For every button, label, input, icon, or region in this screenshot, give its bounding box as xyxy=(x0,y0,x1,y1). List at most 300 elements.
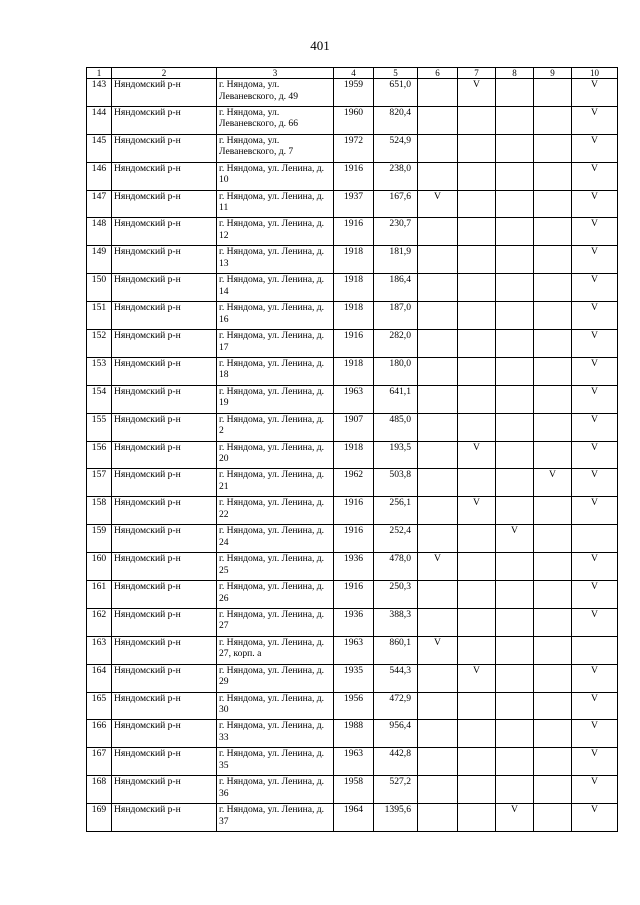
mark-cell xyxy=(496,190,534,218)
column-header: 5 xyxy=(374,68,418,79)
mark-cell xyxy=(418,79,458,107)
district-cell: Няндомский р-н xyxy=(112,664,217,692)
mark-cell: V xyxy=(572,748,618,776)
row-number: 164 xyxy=(87,664,112,692)
area-cell: 641,1 xyxy=(374,385,418,413)
column-header: 7 xyxy=(458,68,496,79)
year-cell: 1918 xyxy=(334,246,374,274)
address-cell: г. Няндома, ул. Ленина, д. 24 xyxy=(217,525,334,553)
mark-cell xyxy=(496,776,534,804)
area-cell: 956,4 xyxy=(374,720,418,748)
mark-cell: V xyxy=(572,190,618,218)
mark-cell xyxy=(418,692,458,720)
area-cell: 442,8 xyxy=(374,748,418,776)
year-cell: 1988 xyxy=(334,720,374,748)
column-header: 2 xyxy=(112,68,217,79)
area-cell: 388,3 xyxy=(374,608,418,636)
mark-cell xyxy=(418,162,458,190)
mark-cell: V xyxy=(572,106,618,134)
mark-cell xyxy=(534,134,572,162)
district-cell: Няндомский р-н xyxy=(112,330,217,358)
address-cell: г. Няндома, ул. Ленина, д. 19 xyxy=(217,385,334,413)
area-cell: 485,0 xyxy=(374,413,418,441)
mark-cell xyxy=(534,664,572,692)
address-cell: г. Няндома, ул. Ленина, д. 33 xyxy=(217,720,334,748)
area-cell: 186,4 xyxy=(374,274,418,302)
address-cell: г. Няндома, ул. Ленина, д. 27 xyxy=(217,608,334,636)
row-number: 162 xyxy=(87,608,112,636)
mark-cell xyxy=(458,218,496,246)
area-cell: 252,4 xyxy=(374,525,418,553)
mark-cell: V xyxy=(572,441,618,469)
address-cell: г. Няндома, ул. Ленина, д. 20 xyxy=(217,441,334,469)
address-cell: г. Няндома, ул. Ленина, д. 2 xyxy=(217,413,334,441)
mark-cell xyxy=(534,302,572,330)
row-number: 145 xyxy=(87,134,112,162)
year-cell: 1918 xyxy=(334,302,374,330)
table-row xyxy=(87,218,618,246)
address-cell: г. Няндома, ул. Ленина, д. 13 xyxy=(217,246,334,274)
area-cell: 860,1 xyxy=(374,636,418,664)
mark-cell xyxy=(418,748,458,776)
table-row xyxy=(87,804,618,832)
mark-cell: V xyxy=(572,413,618,441)
row-number: 148 xyxy=(87,218,112,246)
district-cell: Няндомский р-н xyxy=(112,79,217,107)
mark-cell xyxy=(418,469,458,497)
year-cell: 1935 xyxy=(334,664,374,692)
address-cell: г. Няндома, ул. Ленина, д. 26 xyxy=(217,581,334,609)
mark-cell xyxy=(534,357,572,385)
mark-cell: V xyxy=(572,469,618,497)
mark-cell xyxy=(458,134,496,162)
table-row xyxy=(87,748,618,776)
mark-cell xyxy=(418,106,458,134)
district-cell: Няндомский р-н xyxy=(112,692,217,720)
year-cell: 1916 xyxy=(334,497,374,525)
mark-cell xyxy=(458,246,496,274)
district-cell: Няндомский р-н xyxy=(112,357,217,385)
table-row xyxy=(87,720,618,748)
mark-cell xyxy=(496,274,534,302)
area-cell: 503,8 xyxy=(374,469,418,497)
district-cell: Няндомский р-н xyxy=(112,190,217,218)
housing-registry-table xyxy=(86,67,618,832)
address-cell: г. Няндома, ул. Ленина, д. 11 xyxy=(217,190,334,218)
mark-cell xyxy=(458,525,496,553)
mark-cell: V xyxy=(572,134,618,162)
mark-cell xyxy=(496,664,534,692)
mark-cell xyxy=(496,79,534,107)
year-cell: 1958 xyxy=(334,776,374,804)
area-cell: 238,0 xyxy=(374,162,418,190)
row-number: 161 xyxy=(87,581,112,609)
mark-cell xyxy=(458,469,496,497)
mark-cell: V xyxy=(572,357,618,385)
year-cell: 1916 xyxy=(334,581,374,609)
address-cell: г. Няндома, ул. Ленина, д. 29 xyxy=(217,664,334,692)
year-cell: 1963 xyxy=(334,748,374,776)
mark-cell xyxy=(418,134,458,162)
mark-cell: V xyxy=(572,246,618,274)
area-cell: 230,7 xyxy=(374,218,418,246)
address-cell: г. Няндома, ул. Ленина, д. 22 xyxy=(217,497,334,525)
mark-cell xyxy=(534,330,572,358)
row-number: 163 xyxy=(87,636,112,664)
mark-cell xyxy=(418,218,458,246)
mark-cell xyxy=(458,608,496,636)
mark-cell xyxy=(458,636,496,664)
area-cell: 472,9 xyxy=(374,692,418,720)
district-cell: Няндомский р-н xyxy=(112,525,217,553)
area-cell: 1395,6 xyxy=(374,804,418,832)
mark-cell xyxy=(496,330,534,358)
district-cell: Няндомский р-н xyxy=(112,776,217,804)
row-number: 156 xyxy=(87,441,112,469)
mark-cell xyxy=(534,804,572,832)
area-cell: 167,6 xyxy=(374,190,418,218)
mark-cell xyxy=(496,357,534,385)
mark-cell: V xyxy=(572,385,618,413)
table-row xyxy=(87,664,618,692)
mark-cell xyxy=(418,720,458,748)
district-cell: Няндомский р-н xyxy=(112,441,217,469)
column-header: 4 xyxy=(334,68,374,79)
district-cell: Няндомский р-н xyxy=(112,636,217,664)
mark-cell xyxy=(534,720,572,748)
mark-cell xyxy=(418,497,458,525)
column-header: 9 xyxy=(534,68,572,79)
year-cell: 1916 xyxy=(334,218,374,246)
year-cell: 1963 xyxy=(334,385,374,413)
mark-cell: V xyxy=(572,274,618,302)
mark-cell xyxy=(458,106,496,134)
mark-cell xyxy=(418,804,458,832)
district-cell: Няндомский р-н xyxy=(112,497,217,525)
mark-cell: V xyxy=(572,497,618,525)
table-row xyxy=(87,608,618,636)
year-cell: 1936 xyxy=(334,608,374,636)
address-cell: г. Няндома, ул. Ленина, д. 25 xyxy=(217,553,334,581)
district-cell: Няндомский р-н xyxy=(112,246,217,274)
district-cell: Няндомский р-н xyxy=(112,385,217,413)
mark-cell xyxy=(418,274,458,302)
mark-cell xyxy=(534,525,572,553)
row-number: 153 xyxy=(87,357,112,385)
row-number: 144 xyxy=(87,106,112,134)
year-cell: 1962 xyxy=(334,469,374,497)
mark-cell xyxy=(418,525,458,553)
mark-cell: V xyxy=(572,553,618,581)
row-number: 151 xyxy=(87,302,112,330)
mark-cell xyxy=(534,776,572,804)
mark-cell xyxy=(534,692,572,720)
mark-cell xyxy=(418,413,458,441)
row-number: 158 xyxy=(87,497,112,525)
year-cell: 1918 xyxy=(334,441,374,469)
year-cell: 1936 xyxy=(334,553,374,581)
year-cell: 1916 xyxy=(334,162,374,190)
mark-cell xyxy=(534,497,572,525)
mark-cell xyxy=(534,385,572,413)
mark-cell xyxy=(496,720,534,748)
year-cell: 1916 xyxy=(334,330,374,358)
row-number: 146 xyxy=(87,162,112,190)
row-number: 152 xyxy=(87,330,112,358)
address-cell: г. Няндома, ул. Ленина, д. 36 xyxy=(217,776,334,804)
mark-cell: V xyxy=(458,497,496,525)
district-cell: Няндомский р-н xyxy=(112,274,217,302)
mark-cell: V xyxy=(496,525,534,553)
mark-cell xyxy=(534,636,572,664)
mark-cell xyxy=(458,413,496,441)
district-cell: Няндомский р-н xyxy=(112,720,217,748)
mark-cell xyxy=(418,664,458,692)
mark-cell xyxy=(496,748,534,776)
mark-cell xyxy=(534,218,572,246)
mark-cell xyxy=(458,162,496,190)
mark-cell xyxy=(496,553,534,581)
area-cell: 527,2 xyxy=(374,776,418,804)
mark-cell xyxy=(496,469,534,497)
year-cell: 1907 xyxy=(334,413,374,441)
mark-cell: V xyxy=(496,804,534,832)
mark-cell: V xyxy=(572,804,618,832)
table-row xyxy=(87,274,618,302)
row-number: 159 xyxy=(87,525,112,553)
row-number: 167 xyxy=(87,748,112,776)
district-cell: Няндомский р-н xyxy=(112,553,217,581)
mark-cell xyxy=(496,246,534,274)
mark-cell xyxy=(458,776,496,804)
column-header: 10 xyxy=(572,68,618,79)
mark-cell xyxy=(534,106,572,134)
mark-cell xyxy=(534,553,572,581)
mark-cell xyxy=(496,162,534,190)
table-row xyxy=(87,246,618,274)
mark-cell xyxy=(534,581,572,609)
row-number: 154 xyxy=(87,385,112,413)
table-row xyxy=(87,106,618,134)
mark-cell xyxy=(534,79,572,107)
table-row xyxy=(87,692,618,720)
row-number: 143 xyxy=(87,79,112,107)
district-cell: Няндомский р-н xyxy=(112,581,217,609)
row-number: 150 xyxy=(87,274,112,302)
mark-cell xyxy=(418,608,458,636)
table-row xyxy=(87,525,618,553)
area-cell: 544,3 xyxy=(374,664,418,692)
mark-cell xyxy=(496,497,534,525)
mark-cell: V xyxy=(572,692,618,720)
table-row xyxy=(87,357,618,385)
address-cell: г. Няндома, ул. Ленина, д. 30 xyxy=(217,692,334,720)
district-cell: Няндомский р-н xyxy=(112,804,217,832)
mark-cell xyxy=(458,357,496,385)
area-cell: 256,1 xyxy=(374,497,418,525)
address-cell: г. Няндома, ул. Ленина, д. 21 xyxy=(217,469,334,497)
area-cell: 250,3 xyxy=(374,581,418,609)
mark-cell xyxy=(418,302,458,330)
address-cell: г. Няндома, ул. Ленина, д. 35 xyxy=(217,748,334,776)
address-cell: г. Няндома, ул. Леваневского, д. 7 xyxy=(217,134,334,162)
address-cell: г. Няндома, ул. Ленина, д. 18 xyxy=(217,357,334,385)
mark-cell xyxy=(496,302,534,330)
mark-cell xyxy=(458,190,496,218)
table-body xyxy=(87,79,618,832)
mark-cell xyxy=(496,441,534,469)
year-cell: 1916 xyxy=(334,525,374,553)
table-row xyxy=(87,302,618,330)
mark-cell xyxy=(534,748,572,776)
table-row xyxy=(87,581,618,609)
column-header: 8 xyxy=(496,68,534,79)
mark-cell: V xyxy=(572,330,618,358)
mark-cell xyxy=(496,385,534,413)
mark-cell: V xyxy=(572,608,618,636)
mark-cell xyxy=(572,636,618,664)
table-row xyxy=(87,636,618,664)
mark-cell xyxy=(458,330,496,358)
mark-cell xyxy=(534,162,572,190)
mark-cell xyxy=(534,190,572,218)
page-number: 401 xyxy=(310,38,330,53)
area-cell: 524,9 xyxy=(374,134,418,162)
mark-cell xyxy=(458,748,496,776)
district-cell: Няндомский р-н xyxy=(112,218,217,246)
mark-cell xyxy=(458,692,496,720)
district-cell: Няндомский р-н xyxy=(112,106,217,134)
mark-cell xyxy=(418,357,458,385)
address-cell: г. Няндома, ул. Ленина, д. 16 xyxy=(217,302,334,330)
year-cell: 1959 xyxy=(334,79,374,107)
mark-cell: V xyxy=(572,776,618,804)
row-number: 166 xyxy=(87,720,112,748)
row-number: 160 xyxy=(87,553,112,581)
mark-cell xyxy=(496,134,534,162)
area-cell: 820,4 xyxy=(374,106,418,134)
address-cell: г. Няндома, ул. Ленина, д. 14 xyxy=(217,274,334,302)
mark-cell: V xyxy=(572,302,618,330)
address-cell: г. Няндома, ул. Ленина, д. 12 xyxy=(217,218,334,246)
table-row xyxy=(87,413,618,441)
mark-cell xyxy=(496,218,534,246)
column-header: 1 xyxy=(87,68,112,79)
mark-cell: V xyxy=(572,79,618,107)
year-cell: 1963 xyxy=(334,636,374,664)
row-number: 168 xyxy=(87,776,112,804)
mark-cell xyxy=(534,274,572,302)
address-cell: г. Няндома, ул. Ленина, д. 37 xyxy=(217,804,334,832)
district-cell: Няндомский р-н xyxy=(112,469,217,497)
table-row xyxy=(87,330,618,358)
year-cell: 1918 xyxy=(334,357,374,385)
mark-cell xyxy=(458,385,496,413)
mark-cell xyxy=(458,274,496,302)
district-cell: Няндомский р-н xyxy=(112,134,217,162)
mark-cell xyxy=(496,106,534,134)
year-cell: 1972 xyxy=(334,134,374,162)
table-row xyxy=(87,553,618,581)
district-cell: Няндомский р-н xyxy=(112,608,217,636)
year-cell: 1956 xyxy=(334,692,374,720)
area-cell: 180,0 xyxy=(374,357,418,385)
address-cell: г. Няндома, ул. Леваневского, д. 49 xyxy=(217,79,334,107)
district-cell: Няндомский р-н xyxy=(112,413,217,441)
mark-cell xyxy=(496,413,534,441)
address-cell: г. Няндома, ул. Ленина, д. 17 xyxy=(217,330,334,358)
table-row xyxy=(87,497,618,525)
row-number: 157 xyxy=(87,469,112,497)
mark-cell xyxy=(534,246,572,274)
area-cell: 282,0 xyxy=(374,330,418,358)
mark-cell xyxy=(534,608,572,636)
table-row xyxy=(87,385,618,413)
mark-cell xyxy=(418,330,458,358)
area-cell: 651,0 xyxy=(374,79,418,107)
table-row xyxy=(87,776,618,804)
table-row xyxy=(87,469,618,497)
mark-cell xyxy=(458,581,496,609)
mark-cell xyxy=(458,804,496,832)
mark-cell xyxy=(418,385,458,413)
row-number: 147 xyxy=(87,190,112,218)
area-cell: 187,0 xyxy=(374,302,418,330)
mark-cell xyxy=(458,553,496,581)
mark-cell xyxy=(418,776,458,804)
area-cell: 193,5 xyxy=(374,441,418,469)
area-cell: 181,9 xyxy=(374,246,418,274)
column-header: 6 xyxy=(418,68,458,79)
row-number: 155 xyxy=(87,413,112,441)
mark-cell: V xyxy=(418,190,458,218)
mark-cell: V xyxy=(418,553,458,581)
address-cell: г. Няндома, ул. Ленина, д. 10 xyxy=(217,162,334,190)
mark-cell: V xyxy=(534,469,572,497)
mark-cell: V xyxy=(418,636,458,664)
district-cell: Няндомский р-н xyxy=(112,302,217,330)
district-cell: Няндомский р-н xyxy=(112,748,217,776)
mark-cell xyxy=(418,246,458,274)
mark-cell xyxy=(534,441,572,469)
year-cell: 1918 xyxy=(334,274,374,302)
mark-cell xyxy=(496,636,534,664)
year-cell: 1960 xyxy=(334,106,374,134)
area-cell: 478,0 xyxy=(374,553,418,581)
district-cell: Няндомский р-н xyxy=(112,162,217,190)
address-cell: г. Няндома, ул. Леваневского, д. 66 xyxy=(217,106,334,134)
mark-cell xyxy=(418,581,458,609)
mark-cell: V xyxy=(458,79,496,107)
mark-cell: V xyxy=(458,441,496,469)
mark-cell xyxy=(458,720,496,748)
mark-cell xyxy=(496,581,534,609)
year-cell: 1937 xyxy=(334,190,374,218)
table-row xyxy=(87,79,618,107)
mark-cell xyxy=(418,441,458,469)
table-row xyxy=(87,441,618,469)
mark-cell xyxy=(496,608,534,636)
mark-cell xyxy=(572,525,618,553)
year-cell: 1964 xyxy=(334,804,374,832)
column-header: 3 xyxy=(217,68,334,79)
row-number: 149 xyxy=(87,246,112,274)
mark-cell: V xyxy=(572,218,618,246)
mark-cell: V xyxy=(572,581,618,609)
header-row xyxy=(87,68,618,79)
mark-cell: V xyxy=(572,664,618,692)
mark-cell: V xyxy=(458,664,496,692)
